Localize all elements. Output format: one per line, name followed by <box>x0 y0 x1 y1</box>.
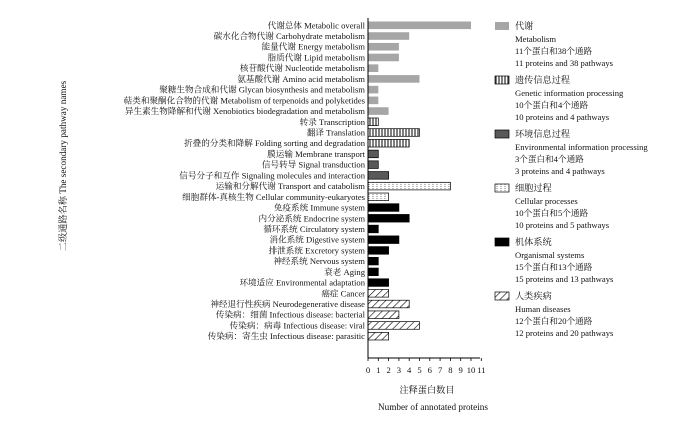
legend-line-3-2: 10 proteins and 5 pathways <box>515 220 610 230</box>
legend-title-4: 机体系统 <box>515 237 552 247</box>
category-label-23: 衰老 Aging <box>324 266 365 277</box>
category-label-9: 转录 Transcription <box>299 116 365 127</box>
legend-swatch-0 <box>495 22 509 30</box>
x-axis-title-cn: 注释蛋白数目 <box>399 385 455 395</box>
legend-swatch-1 <box>495 76 509 84</box>
category-label-0: 代谢总体 Metabolic overall <box>267 20 365 31</box>
legend-line-4-2: 15 proteins and 13 pathways <box>515 274 614 284</box>
category-label-7: 萜类和聚酮化合物的代谢 Metabolism of terpenoids and polyketides <box>123 95 365 106</box>
category-label-16: 细胞群体-真核生物 Cellular community-eukaryotes <box>182 191 365 202</box>
legend-line-0-1: 11个蛋白和38个通路 <box>515 46 593 56</box>
legend-line-4-0: Organismal systems <box>515 250 585 260</box>
bar-5 <box>368 75 420 83</box>
bar-14 <box>368 172 389 180</box>
bar-25 <box>368 290 389 298</box>
bar-19 <box>368 225 378 233</box>
category-label-10: 翻译 Translation <box>306 127 365 138</box>
category-label-5: 氨基酸代谢 Amino acid metabolism <box>237 73 365 84</box>
legend-title-2: 环境信息过程 <box>515 129 571 139</box>
bar-21 <box>368 247 389 255</box>
bar-22 <box>368 257 378 265</box>
x-tick-label-5: 5 <box>417 365 422 375</box>
bar-11 <box>368 139 409 147</box>
x-tick-label-9: 9 <box>458 365 463 375</box>
legend-line-3-1: 10个蛋白和5个通路 <box>515 208 589 218</box>
bar-2 <box>368 43 399 51</box>
legend-line-0-0: Metabolism <box>515 34 557 44</box>
bar-13 <box>368 161 378 169</box>
category-label-18: 内分泌系统 Endocrine system <box>258 213 365 224</box>
y-axis-title-text: 二级通路名称 The secondary pathway names <box>58 80 68 252</box>
category-label-8: 异生素生物降解和代谢 Xenobiotics biodegradation and metabolism <box>124 106 365 117</box>
legend-line-0-2: 11 proteins and 38 pathways <box>515 58 614 68</box>
bar-23 <box>368 268 378 276</box>
category-label-2: 能量代谢 Energy metabolism <box>261 41 365 52</box>
category-label-14: 信号分子和互作 Signaling molecules and interaction <box>179 170 365 181</box>
category-label-12: 膜运输 Membrane transport <box>267 148 365 159</box>
bar-12 <box>368 150 378 158</box>
bar-29 <box>368 332 389 340</box>
category-label-26: 神经退行性疾病 Neurodegenerative disease <box>210 299 365 310</box>
legend-line-5-0: Human diseases <box>515 304 571 314</box>
bar-20 <box>368 236 399 244</box>
x-tick-label-0: 0 <box>365 365 371 375</box>
category-label-29: 传染病：寄生虫 Infectious disease: parasitic <box>207 331 365 342</box>
bar-4 <box>368 64 378 72</box>
x-tick-label-10: 10 <box>466 365 476 375</box>
category-label-13: 信号转导 Signal transduction <box>261 159 365 170</box>
legend-swatch-5 <box>495 292 509 300</box>
bar-16 <box>368 193 389 201</box>
legend <box>495 20 648 338</box>
x-tick-label-1: 1 <box>376 365 381 375</box>
x-tick-label-11: 11 <box>477 365 486 375</box>
category-label-28: 传染病：病毒 Infectious disease: viral <box>229 320 365 331</box>
legend-title-5: 人类疾病 <box>515 291 552 301</box>
category-labels <box>124 19 366 341</box>
x-tick-label-4: 4 <box>407 365 412 375</box>
legend-line-2-1: 3个蛋白和4个通路 <box>515 154 584 164</box>
category-label-24: 环境适应 Environmental adaptation <box>239 277 365 288</box>
x-tick-label-7: 7 <box>437 365 443 375</box>
bar-27 <box>368 311 399 319</box>
x-axis-title-en: Number of annotated proteins <box>378 402 488 412</box>
bar-10 <box>368 129 420 137</box>
legend-line-1-0: Genetic information processing <box>515 88 624 98</box>
bar-28 <box>368 322 420 330</box>
legend-title-0: 代谢 <box>515 21 534 31</box>
bar-7 <box>368 97 378 105</box>
legend-line-3-0: Cellular processes <box>515 196 578 206</box>
x-tick-label-6: 6 <box>427 365 432 375</box>
x-tick-label-2: 2 <box>386 365 391 375</box>
bar-24 <box>368 279 389 287</box>
legend-swatch-2 <box>495 130 509 138</box>
legend-line-2-0: Environmental information processing <box>515 142 648 152</box>
bar-6 <box>368 86 378 94</box>
legend-swatch-3 <box>495 184 509 192</box>
legend-line-2-2: 3 proteins and 4 pathways <box>515 166 605 176</box>
bar-15 <box>368 182 450 190</box>
category-label-15: 运输和分解代谢 Transport and catabolism <box>215 181 365 192</box>
legend-line-1-1: 10个蛋白和4个通路 <box>515 100 589 110</box>
bar-0 <box>368 22 471 30</box>
category-label-21: 排泄系统 Excretory system <box>268 245 365 256</box>
legend-title-1: 遗传信息过程 <box>515 75 571 85</box>
legend-line-4-1: 15个蛋白和13个通路 <box>515 262 593 272</box>
legend-line-1-2: 10 proteins and 4 pathways <box>515 112 610 122</box>
bar-8 <box>368 107 389 115</box>
category-label-3: 脂质代谢 Lipid metabolism <box>267 52 365 63</box>
legend-line-5-1: 12个蛋白和20个通路 <box>515 316 593 326</box>
x-ticks <box>366 358 486 375</box>
bar-1 <box>368 32 409 40</box>
x-tick-label-3: 3 <box>396 365 402 375</box>
y-axis-title <box>57 80 68 251</box>
category-label-4: 核苷酸代谢 Nucleotide metabolism <box>239 63 365 74</box>
bars-layer <box>368 22 471 340</box>
legend-title-3: 细胞过程 <box>515 183 552 193</box>
category-label-25: 癌症 Cancer <box>321 288 365 299</box>
category-label-22: 神经系统 Nervous system <box>273 256 365 267</box>
category-label-1: 碳水化合物代谢 Carbohydrate metabolism <box>213 31 365 42</box>
category-label-11: 折叠的分类和降解 Folding sorting and degradation <box>184 138 365 149</box>
legend-line-5-2: 12 proteins and 20 pathways <box>515 328 614 338</box>
bar-3 <box>368 54 399 62</box>
bar-17 <box>368 204 399 212</box>
category-label-19: 循环系统 Circulatory system <box>263 223 365 234</box>
category-label-17: 免疫系统 Immune system <box>273 202 365 213</box>
x-tick-label-8: 8 <box>448 365 453 375</box>
bar-18 <box>368 214 409 222</box>
category-label-20: 消化系统 Digestive system <box>269 234 365 245</box>
legend-swatch-4 <box>495 238 509 246</box>
category-label-6: 聚糖生物合成和代谢 Glycan biosynthesis and metabolism <box>159 84 365 95</box>
bar-9 <box>368 118 378 126</box>
bar-26 <box>368 300 409 308</box>
category-label-27: 传染病：细菌 Infectious disease: bacterial <box>215 309 365 320</box>
